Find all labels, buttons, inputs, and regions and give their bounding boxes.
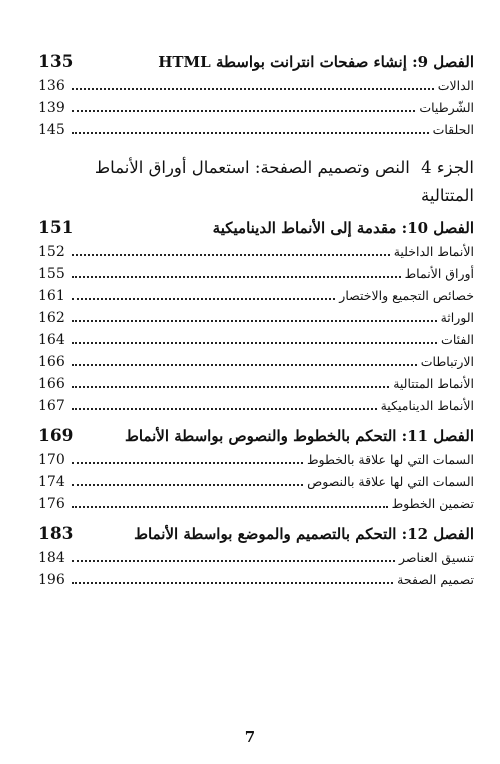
- toc-entry: [38, 452, 474, 474]
- part-heading: [38, 154, 474, 210]
- dot-leader: [72, 319, 437, 322]
- entry-page-number: 166: [38, 354, 65, 370]
- chapter-heading: [38, 52, 474, 78]
- dot-leader: [72, 483, 303, 486]
- entry-page-number: 176: [38, 496, 65, 512]
- toc-entry: [38, 100, 474, 122]
- toc-entry: [38, 266, 474, 288]
- toc-entry: [38, 288, 474, 310]
- chapter-title: الفصل 10: مقدمة إلى الأنماط الديناميكية: [212, 219, 474, 237]
- entry-title: السمات التي لها علاقة بالنصوص: [307, 474, 474, 489]
- entry-page-number: 164: [38, 332, 65, 348]
- entry-title: خصائص التجميع والاختصار: [339, 288, 474, 303]
- chapter-page-number: 135: [38, 52, 74, 72]
- dot-leader: [72, 109, 415, 112]
- dot-leader: [72, 87, 434, 90]
- entry-title: أوراق الأنماط: [404, 266, 474, 281]
- toc-entry: [38, 376, 474, 398]
- dot-leader: [72, 461, 303, 464]
- entry-title: الحلقات: [432, 122, 474, 137]
- chapter-page-number: 169: [38, 426, 74, 446]
- dot-leader: [72, 581, 393, 584]
- toc-entry: [38, 244, 474, 266]
- toc-entry: [38, 572, 474, 594]
- dot-leader: [72, 505, 388, 508]
- dot-leader: [72, 275, 401, 278]
- entry-title: الدالات: [437, 78, 474, 93]
- entry-title: الوراثة: [440, 310, 474, 325]
- toc-entry: [38, 550, 474, 572]
- chapter-page-number: 183: [38, 524, 74, 544]
- dot-leader: [72, 363, 417, 366]
- entry-page-number: 152: [38, 244, 65, 260]
- dot-leader: [72, 341, 437, 344]
- entry-page-number: 174: [38, 474, 65, 490]
- toc-entry: [38, 496, 474, 518]
- toc-entry: [38, 332, 474, 354]
- entry-page-number: 167: [38, 398, 65, 414]
- entry-page-number: 196: [38, 572, 65, 588]
- entry-page-number: 145: [38, 122, 65, 138]
- page-number: 7: [244, 728, 256, 746]
- toc-entry: [38, 354, 474, 376]
- entry-page-number: 136: [38, 78, 65, 94]
- toc-entry: [38, 398, 474, 420]
- dot-leader: [72, 297, 335, 300]
- entry-page-number: 139: [38, 100, 65, 116]
- entry-title: تنسيق العناصر: [399, 550, 474, 565]
- part-title: النص وتصميم الصفحة: استعمال أوراق الأنماط المتتالية: [94, 158, 474, 205]
- entry-title: السمات التي لها علاقة بالخطوط: [306, 452, 474, 467]
- dot-leader: [72, 407, 377, 410]
- entry-title: الشّرطيات: [419, 100, 474, 115]
- chapter-page-number: 151: [38, 218, 74, 238]
- entry-title: الفئات: [441, 332, 474, 347]
- dot-leader: [72, 131, 429, 134]
- entry-page-number: 155: [38, 266, 65, 282]
- entry-page-number: 166: [38, 376, 65, 392]
- chapter-heading: [38, 218, 474, 244]
- dot-leader: [72, 385, 389, 388]
- chapter-title: الفصل 12: التحكم بالتصميم والموضع بواسطة الأنماط: [134, 525, 474, 543]
- entry-page-number: 170: [38, 452, 65, 468]
- table-of-contents: [38, 52, 474, 594]
- entry-title: تصميم الصفحة: [397, 572, 474, 587]
- entry-title: الأنماط المتتالية: [393, 376, 474, 391]
- chapter-title: الفصل 9: إنشاء صفحات انترانت بواسطة HTML: [158, 53, 474, 71]
- entry-title: تضمين الخطوط: [391, 496, 474, 511]
- entry-page-number: 162: [38, 310, 65, 326]
- entry-page-number: 184: [38, 550, 65, 566]
- toc-entry: [38, 122, 474, 144]
- entry-page-number: 161: [38, 288, 65, 304]
- chapter-heading: [38, 524, 474, 550]
- entry-title: الأنماط الديناميكية: [380, 398, 474, 413]
- part-label: الجزء 4: [421, 158, 474, 177]
- dot-leader: [72, 559, 395, 562]
- toc-entry: [38, 310, 474, 332]
- entry-title: الارتباطات: [420, 354, 474, 369]
- toc-entry: [38, 474, 474, 496]
- dot-leader: [72, 253, 390, 256]
- chapter-heading: [38, 426, 474, 452]
- chapter-title: الفصل 11: التحكم بالخطوط والنصوص بواسطة الأنماط: [125, 427, 474, 445]
- entry-title: الأنماط الداخلية: [393, 244, 474, 259]
- toc-entry: [38, 78, 474, 100]
